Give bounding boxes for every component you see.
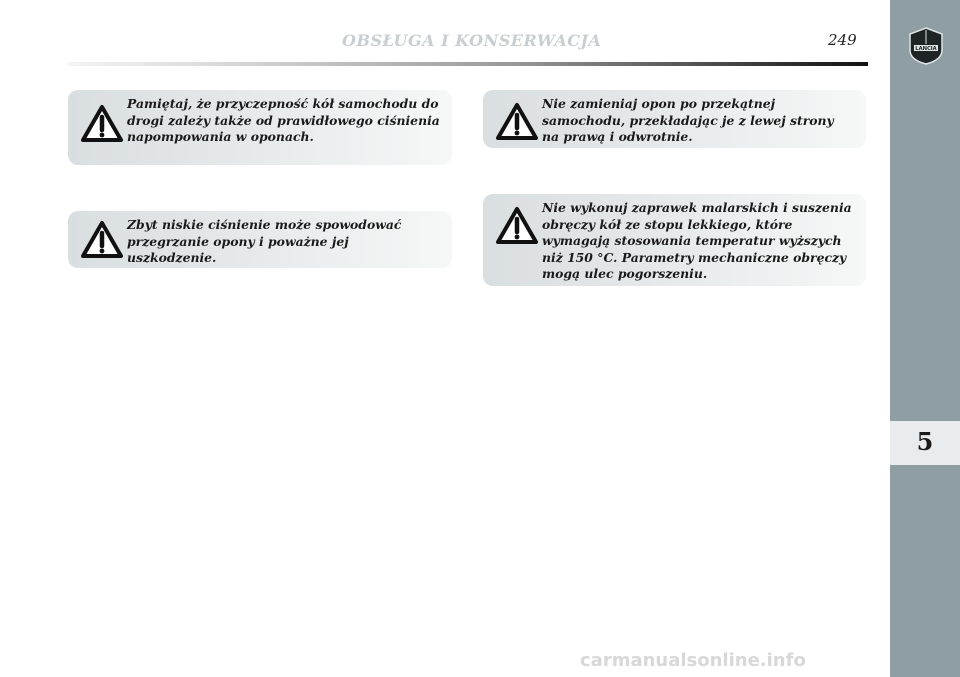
chapter-number: 5: [916, 427, 934, 456]
svg-text:LANCIA: LANCIA: [915, 46, 937, 52]
lancia-logo-icon: [906, 26, 946, 66]
warning-text: Nie zamieniaj opon po przekątnej samochodu, przekładając je z lewej strony na prawą i odwrotnie.: [542, 96, 834, 144]
warning-triangle-icon: [80, 104, 124, 144]
watermark: carmanualsonline.info: [580, 650, 806, 671]
warning-text: Nie wykonuj zaprawek malarskich i suszenia obręczy kół ze stopu lekkiego, które wymagają stosowania temperatur wyższych niż 150 °C. Parametry mechaniczne obręczy mogą ulec pogorszeniu.: [542, 200, 852, 281]
warning-triangle-icon: [80, 220, 124, 260]
warning-triangle-icon: [495, 102, 539, 142]
warning-text: Zbyt niskie ciśnienie może spowodować przegrzanie opony i poważne jej uszkodzenie.: [127, 217, 402, 265]
page-number: 249: [828, 31, 857, 49]
warning-triangle-icon: [495, 206, 539, 246]
header-divider: [68, 62, 868, 66]
warning-box-paint-drying: [483, 194, 866, 286]
page-header-title: OBSŁUGA I KONSERWACJA: [342, 31, 602, 50]
warning-box-tire-grip: [68, 90, 452, 165]
chapter-tab[interactable]: [890, 421, 960, 465]
chapter-sidebar: [890, 0, 960, 677]
warning-box-low-pressure: [68, 211, 452, 268]
warning-box-tire-swap: [483, 90, 866, 148]
warning-text: Pamiętaj, że przyczepność kół samochodu do drogi zależy także od prawidłowego ciśnienia napompowania w oponach.: [127, 96, 440, 144]
